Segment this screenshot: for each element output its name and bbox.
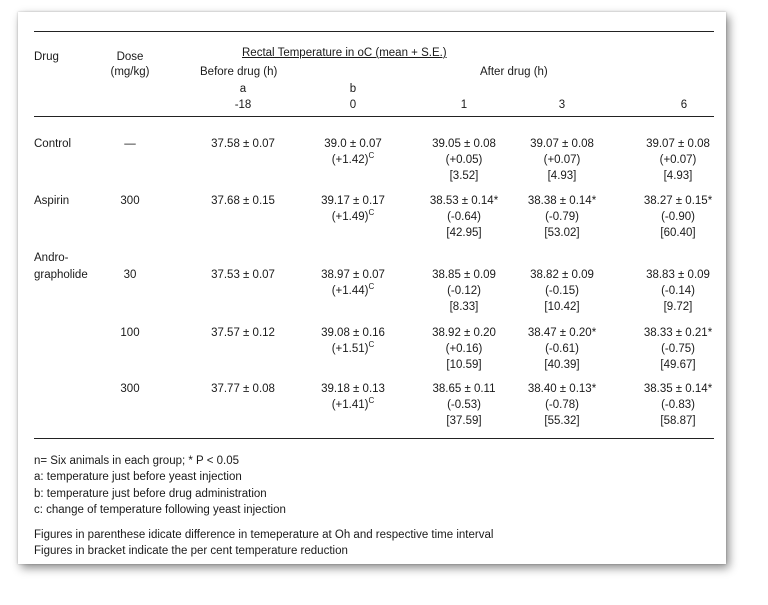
row-aspirin-h1-diff: (-0.64)	[447, 211, 481, 223]
row-andro100-h3-mean: 38.47 ± 0.20*	[527, 327, 597, 339]
header-dose-unit: (mg/kg)	[110, 66, 150, 78]
row-andro100-h6-diff: (-0.75)	[661, 343, 695, 355]
row-andro100-h1-pct: [10.59]	[446, 359, 482, 371]
row-control-h3-mean: 39.07 ± 0.08	[530, 138, 594, 150]
header-col-3: 3	[558, 99, 566, 111]
row-aspirin-a: 37.68 ± 0.15	[211, 195, 275, 207]
header-col-b-time: 0	[349, 99, 357, 111]
row-andro30-h1-diff: (-0.12)	[447, 285, 481, 297]
row-andro100-dose: 100	[120, 327, 140, 339]
row-aspirin-h6-diff: (-0.90)	[661, 211, 695, 223]
row-control-h1-diff: (+0.05)	[445, 154, 483, 166]
row-aspirin-h3-mean: 38.38 ± 0.14*	[527, 195, 597, 207]
bottom-rule	[34, 438, 714, 439]
footnote-bracket: Figures in bracket indicate the per cent temperature reduction	[34, 545, 348, 557]
row-andro300-dose: 300	[120, 383, 140, 395]
row-andro30-b-sub: $(+1.44)^C$	[331, 282, 375, 297]
row-andro30-h3-diff: (-0.15)	[545, 285, 579, 297]
row-control-b: 39.0 ± 0.07	[324, 138, 382, 150]
row-aspirin-dose: 300	[120, 195, 140, 207]
table-sheet	[18, 12, 726, 564]
row-andro100-h6-mean: 38.33 ± 0.21*	[643, 327, 713, 339]
row-aspirin-h1-pct: [42.95]	[446, 227, 482, 239]
header-col-a-time: -18	[234, 99, 252, 111]
row-andro-drug: Andro-	[34, 252, 69, 264]
footnote-b: b: temperature just before drug administration	[34, 488, 267, 500]
row-andro30-a: 37.53 ± 0.07	[211, 269, 275, 281]
row-andro300-h1-pct: [37.59]	[446, 415, 482, 427]
row-andro30-h3-pct: [10.42]	[544, 301, 580, 313]
row-control-h1-mean: 39.05 ± 0.08	[432, 138, 496, 150]
row-control-b-sub: $(+1.42)^C$	[331, 151, 375, 166]
row-andro300-h3-pct: [55.32]	[544, 415, 580, 427]
row-andro30-h6-diff: (-0.14)	[661, 285, 695, 297]
row-andro300-h1-diff: (-0.53)	[447, 399, 481, 411]
row-control-h3-diff: (+0.07)	[543, 154, 581, 166]
row-andro30-h6-mean: 38.83 ± 0.09	[646, 269, 710, 281]
row-andro-drug-2: grapholide	[34, 269, 88, 281]
row-control-h6-pct: [4.93]	[663, 170, 693, 182]
footnote-parenthesis: Figures in parenthese idicate difference in temeperature at Oh and respective time interval	[34, 529, 494, 541]
row-control-h6-mean: 39.07 ± 0.08	[646, 138, 710, 150]
row-andro300-h3-diff: (-0.78)	[545, 399, 579, 411]
header-title: Rectal Temperature in oC (mean + S.E.)	[242, 47, 447, 59]
header-col-b-letter: b	[349, 83, 357, 95]
row-aspirin-h6-mean: 38.27 ± 0.15*	[643, 195, 713, 207]
row-aspirin-h3-diff: (-0.79)	[545, 211, 579, 223]
row-aspirin-b-sub: $(+1.49)^C$	[331, 208, 375, 223]
row-control-a: 37.58 ± 0.07	[211, 138, 275, 150]
row-andro300-h1-mean: 38.65 ± 0.11	[432, 383, 496, 395]
row-control-dose: —	[124, 138, 136, 150]
header-before: Before drug (h)	[200, 66, 278, 78]
row-aspirin-b: 39.17 ± 0.17	[321, 195, 385, 207]
header-col-a-letter: a	[239, 83, 247, 95]
row-andro100-h6-pct: [49.67]	[660, 359, 696, 371]
header-col-6: 6	[680, 99, 688, 111]
row-andro30-h3-mean: 38.82 ± 0.09	[530, 269, 594, 281]
row-control-drug: Control	[34, 138, 72, 150]
row-andro100-h1-mean: 38.92 ± 0.20	[432, 327, 496, 339]
row-aspirin-h3-pct: [53.02]	[544, 227, 580, 239]
row-control-h6-diff: (+0.07)	[659, 154, 697, 166]
row-andro30-h1-pct: [8.33]	[449, 301, 479, 313]
row-andro100-h1-diff: (+0.16)	[445, 343, 483, 355]
row-aspirin-h1-mean: 38.53 ± 0.14*	[429, 195, 499, 207]
row-andro300-h6-mean: 38.35 ± 0.14*	[643, 383, 713, 395]
top-rule	[34, 31, 714, 32]
row-andro300-b: 39.18 ± 0.13	[321, 383, 385, 395]
row-andro100-h3-diff: (-0.61)	[545, 343, 579, 355]
row-andro300-b-sub: $(+1.41)^C$	[331, 396, 375, 411]
row-control-h3-pct: [4.93]	[547, 170, 577, 182]
header-after: After drug (h)	[480, 66, 548, 78]
row-andro100-a: 37.57 ± 0.12	[211, 327, 275, 339]
footnote-a: a: temperature just before yeast injection	[34, 471, 242, 483]
row-andro300-h6-pct: [58.87]	[660, 415, 696, 427]
footnote-n: n= Six animals in each group; * P < 0.05	[34, 455, 240, 467]
row-andro30-h1-mean: 38.85 ± 0.09	[432, 269, 496, 281]
row-andro30-h6-pct: [9.72]	[663, 301, 693, 313]
header-dose: Dose	[116, 51, 144, 63]
row-andro100-h3-pct: [40.39]	[544, 359, 580, 371]
row-control-h1-pct: [3.52]	[449, 170, 479, 182]
row-andro300-a: 37.77 ± 0.08	[211, 383, 275, 395]
row-andro30-b: 38.97 ± 0.07	[321, 269, 385, 281]
row-aspirin-drug: Aspirin	[34, 195, 70, 207]
row-andro100-b: 39.08 ± 0.16	[321, 327, 385, 339]
header-col-1: 1	[460, 99, 468, 111]
row-aspirin-h6-pct: [60.40]	[660, 227, 696, 239]
row-andro100-b-sub: $(+1.51)^C$	[331, 340, 375, 355]
row-andro300-h6-diff: (-0.83)	[661, 399, 695, 411]
header-rule	[34, 116, 714, 117]
row-andro300-h3-mean: 38.40 ± 0.13*	[527, 383, 597, 395]
header-drug: Drug	[34, 51, 59, 63]
row-andro30-dose: 30	[123, 269, 137, 281]
footnote-c: c: change of temperature following yeast injection	[34, 504, 286, 516]
